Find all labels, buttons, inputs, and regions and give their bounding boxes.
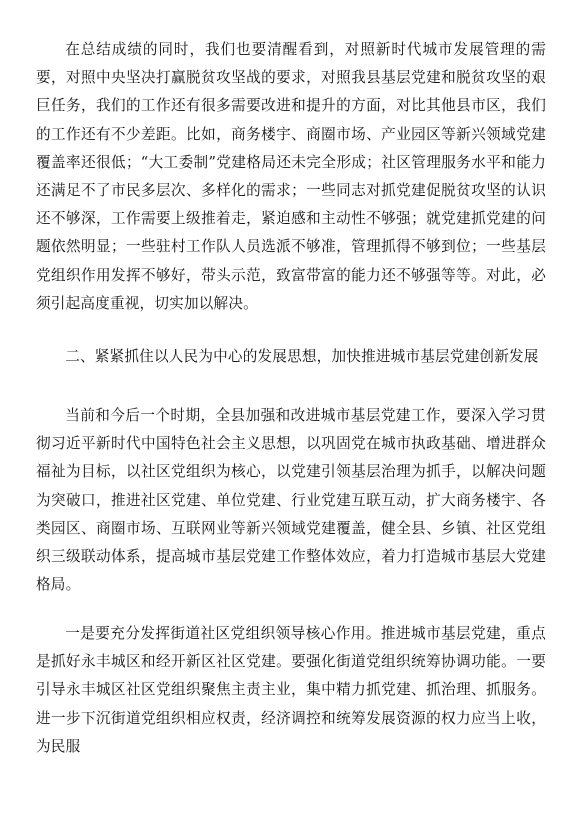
paragraph-overall-plan: 当前和今后一个时期，全县加强和改进城市基层党建工作，要深入学习贯彻习近平新时代中国特色社会主义思想，以巩固党在城市执政基础、增进群众福祉为目标，以社区党组织为核心，以党建引领基层治理为抓手，以解决问题为突破口，推进社区党建、单位党建、行业党建互联互动，扩大商务楼宇、各类园区、商圈市场、互联网业等新兴领域党建覆盖，健全县、乡镇、社区党组织三级联动体系，提高城市基层党建工作整体效应，着力打造城市基层大党建格局。 (36, 407, 546, 594)
section-heading-two: 二、紧紧抓住以人民为中心的发展思想，加快推进城市基层党建创新发展 (65, 348, 539, 365)
paragraph-first-task: 一是要充分发挥街道社区党组织领导核心作用。推进城市基层党建，重点是抓好永丰城区和经开新区社区党建。要强化街道党组织统筹协调功能。一要引导永丰城区社区党组织聚焦主责主业，集中精力抓党建、抓治理、抓服务。进一步下沉街道党组织相应权责，经济调控和统筹发展资源的权力应当上收，为民服 (36, 625, 546, 755)
paragraph-shortcomings: 在总结成绩的同时，我们也要清醒看到，对照新时代城市发展管理的需要，对照中央坚决打赢脱贫攻坚战的要求，对照我县基层党建和脱贫攻坚的艰巨任务，我们的工作还有很多需要改进和提升的方面，对比其他县市区，我们的工作还有不少差距。比如，商务楼宇、商圈市场、产业园区等新兴领域党建覆盖率还很低；“大工委制”党建格局还未完全形成；社区管理服务水平和能力还满足不了市民多层次、多样化的需求；一些同志对抓党建促脱贫攻坚的认识还不够深，工作需要上级推着走，紧迫感和主动性不够强；就党建抓党建的问题依然明显；一些驻村工作队人员选派不够准，管理抓得不够到位；一些基层党组织作用发挥不够好，带头示范，致富带富的能力还不够强等等。对此，必须引起高度重视，切实加以解决。 (36, 41, 546, 312)
